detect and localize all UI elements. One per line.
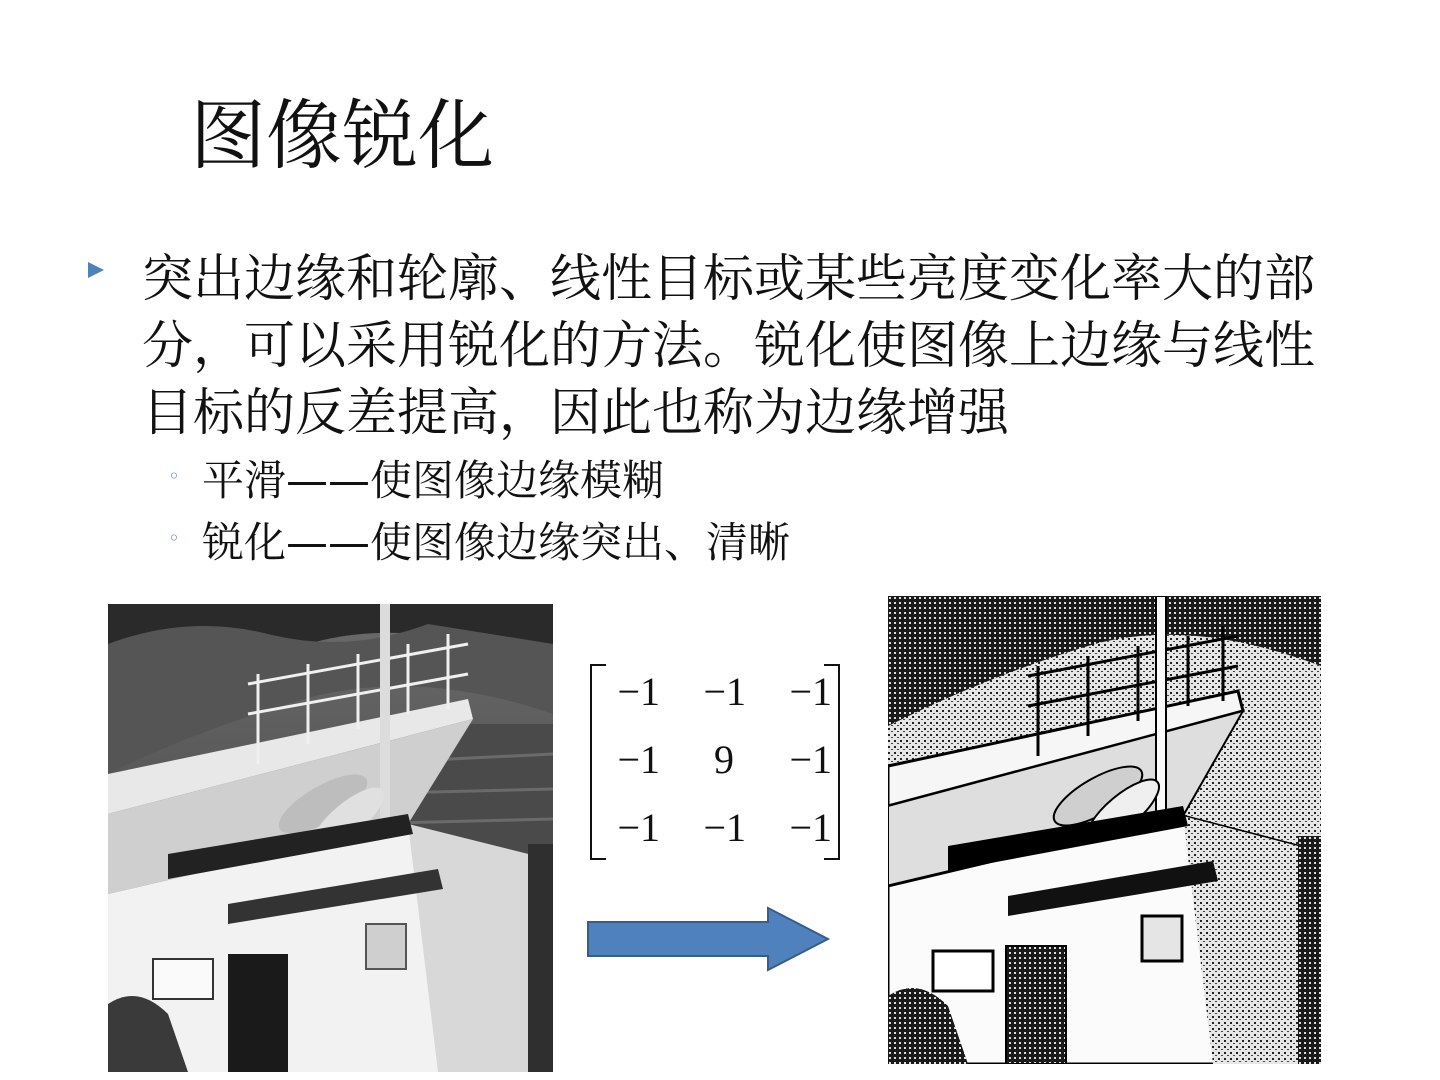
circle-bullet-icon: ◦ bbox=[168, 464, 180, 488]
circle-bullet-icon: ◦ bbox=[168, 526, 180, 550]
sub-bullet-text: 平滑——使图像边缘模糊 bbox=[202, 456, 665, 505]
matrix-cell: −1 bbox=[789, 737, 832, 782]
right-arrow-icon bbox=[586, 906, 832, 972]
original-photo bbox=[108, 604, 553, 1072]
slide-title: 图像锐化 bbox=[190, 91, 494, 180]
matrix-cell: −1 bbox=[703, 669, 746, 714]
sub-bullet-item bbox=[168, 515, 1348, 577]
matrix-cell: −1 bbox=[617, 737, 660, 782]
sub-bullet-item bbox=[168, 453, 1348, 515]
original-photo-image bbox=[108, 604, 553, 1072]
matrix-cell: 9 bbox=[714, 737, 734, 782]
sharpened-photo-image bbox=[888, 596, 1321, 1064]
matrix-cell: −1 bbox=[703, 805, 746, 850]
sub-bullet-list bbox=[88, 453, 1348, 577]
sharpened-photo bbox=[888, 596, 1321, 1064]
bullet-list bbox=[88, 246, 1348, 577]
matrix-cell: −1 bbox=[617, 805, 660, 850]
sub-bullet-text: 锐化——使图像边缘突出、清晰 bbox=[202, 518, 791, 567]
matrix-cell: −1 bbox=[789, 669, 832, 714]
triangle-bullet-icon bbox=[88, 262, 104, 278]
kernel-matrix bbox=[590, 664, 840, 858]
matrix-cell: −1 bbox=[789, 805, 832, 850]
bullet-text: 突出边缘和轮廓、线性目标或某些亮度变化率大的部分，可以采用锐化的方法。锐化使图像上边缘与线性目标的反差提高，因此也称为边缘增强 bbox=[142, 250, 1316, 443]
matrix-cell: −1 bbox=[617, 669, 660, 714]
bullet-item bbox=[88, 246, 1348, 447]
